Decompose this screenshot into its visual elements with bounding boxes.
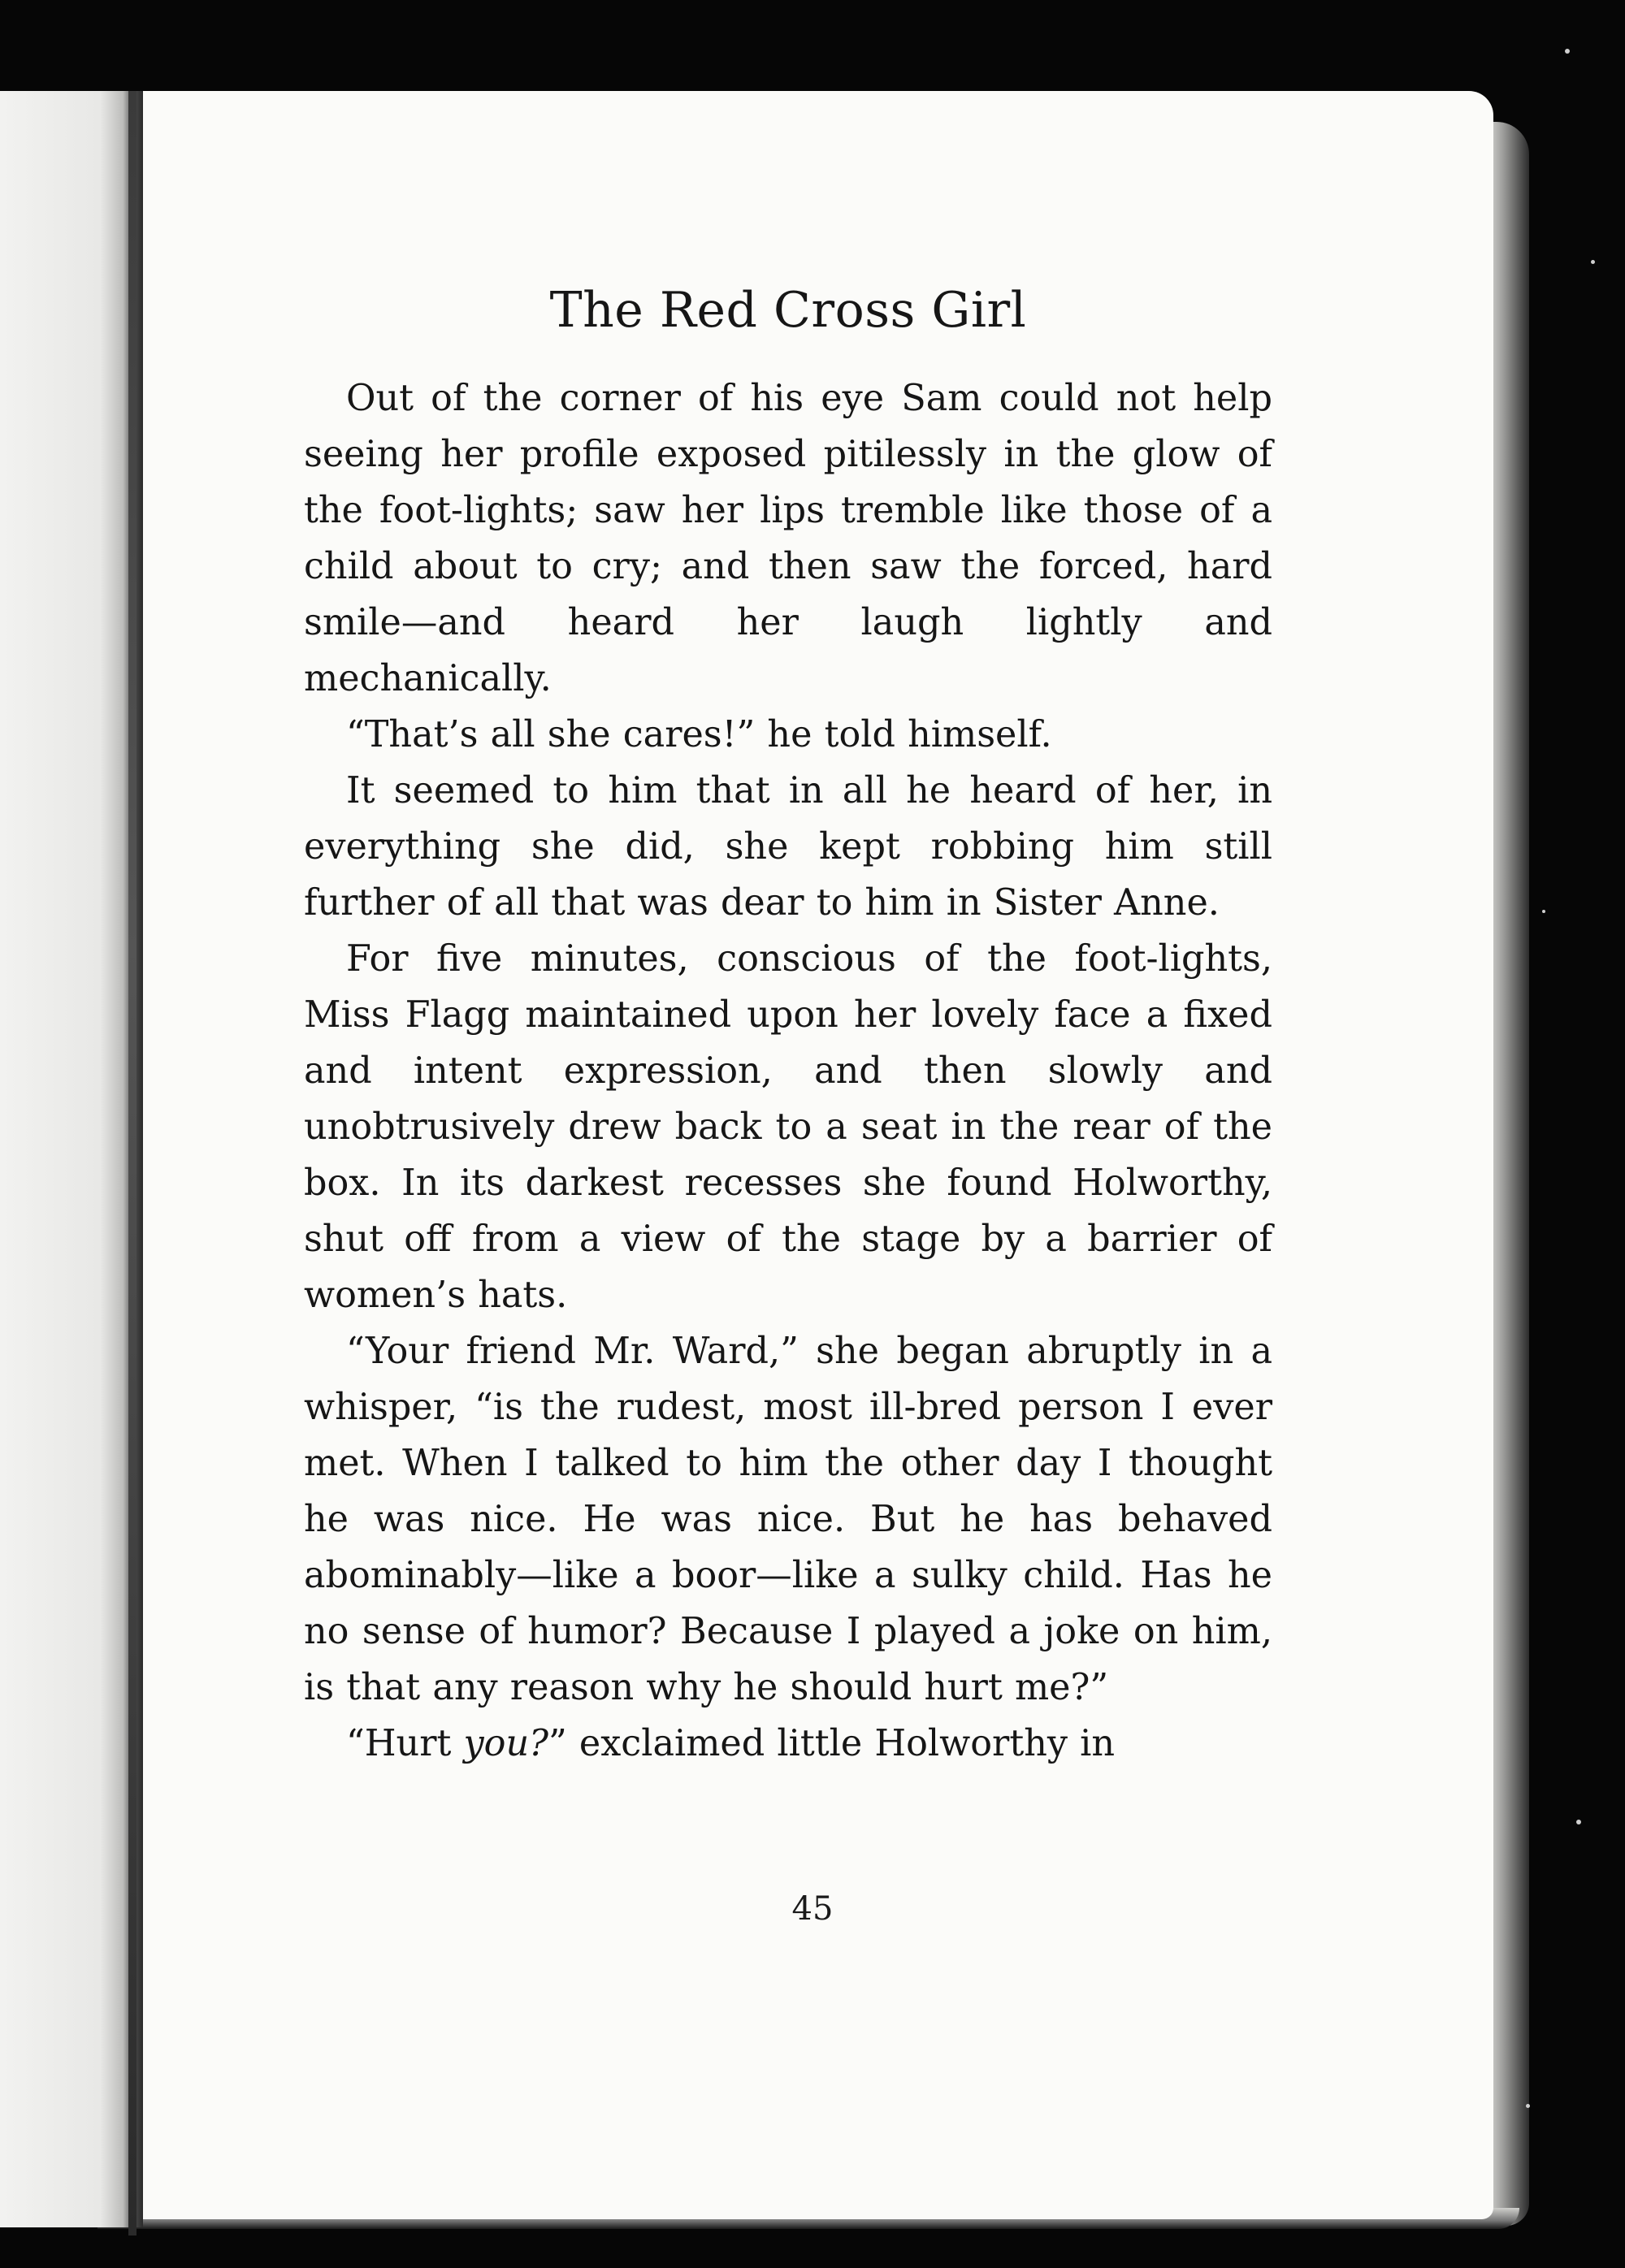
- running-head: The Red Cross Girl: [549, 282, 1027, 339]
- paragraph: Out of the corner of his eye Sam could not help seeing her profile exposed pitilessly in the glow of the foot-lights; saw her lips tremble like those of a child about to cry; and then saw the forced, hard smile—and heard her laugh lightly and mechanically.: [304, 378, 1272, 699]
- dust-speck: [1576, 1820, 1581, 1824]
- paragraph: “That’s all she cares!” he told himself.: [346, 714, 1052, 755]
- page-number: 45: [791, 1890, 834, 1928]
- paragraph: “Your friend Mr. Ward,” she began abruptly in a whisper, “is the rudest, most ill-bred person I ever met. When I talked to him the other day I thought he was nice. He was nice. But he has behaved abominably—like a boor—like a sulky child. Has he no sense of humor? Because I played a joke on him, is that any reason why he should hurt me?”: [304, 1331, 1272, 1708]
- dust-speck: [1542, 910, 1545, 913]
- dust-speck: [1565, 49, 1570, 54]
- paragraph-text: ” exclaimed little Holworthy in: [548, 1723, 1116, 1764]
- paragraph: It seemed to him that in all he heard of her, in everything she did, she kept robbing him still further of all that was dear to him in Sister Anne.: [304, 770, 1272, 924]
- dust-speck: [1526, 2104, 1530, 2108]
- paragraph-last: [304, 1716, 1272, 1772]
- page-text-block: [304, 252, 1272, 1772]
- paragraph: For five minutes, conscious of the foot-lights, Miss Flagg maintained upon her lovely face a fixed and intent expression, and then slowly and unobtrusively drew back to a seat in the rear of the box. In its darkest recesses she found Holworthy, shut off from a view of the stage by a barrier of women’s hats.: [304, 938, 1272, 1316]
- paragraph-text: “Hurt: [346, 1723, 464, 1764]
- dust-speck: [1591, 260, 1595, 264]
- italic-emphasis: you?: [463, 1723, 548, 1764]
